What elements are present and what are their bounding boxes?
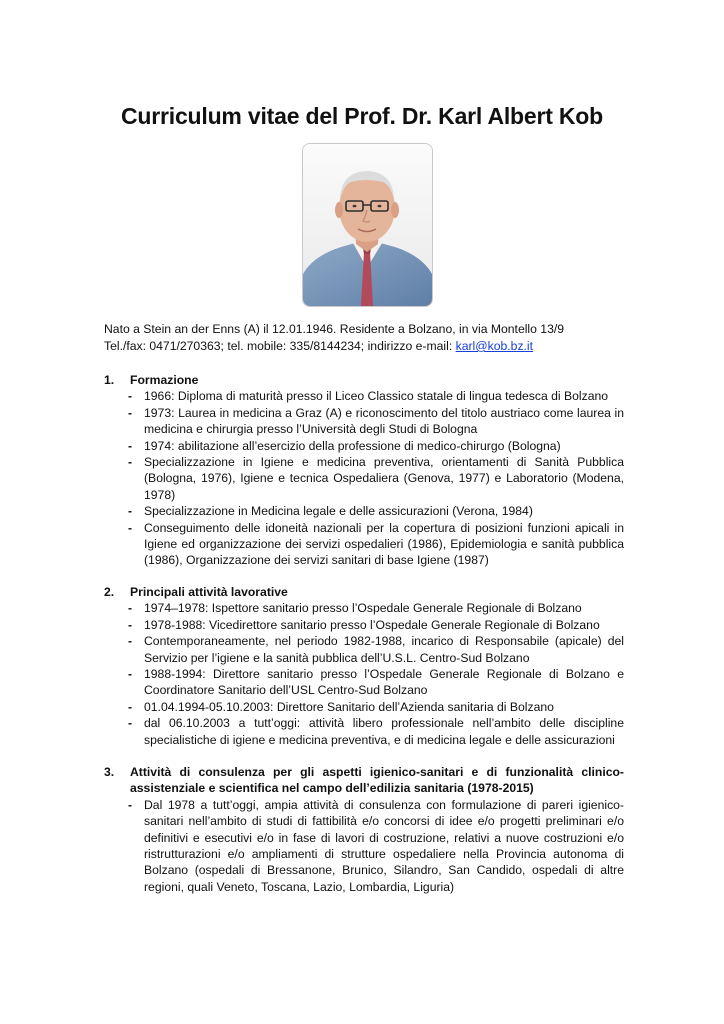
list-item-text: 1974–1978: Ispettore sanitario presso l’Ospedale Generale Regionale di Bolzano (144, 601, 582, 616)
bullet-dash: - (128, 504, 133, 519)
section-list (104, 797, 624, 895)
list-item (104, 715, 624, 748)
list-item (104, 666, 624, 699)
section-title: Principali attività lavorative (130, 585, 288, 599)
portrait-photo-icon (303, 144, 432, 306)
section-number: 2. (104, 585, 115, 599)
bullet-dash: - (128, 699, 133, 714)
list-item (104, 520, 624, 569)
bullet-dash: - (128, 634, 133, 649)
section-list (104, 600, 624, 748)
section-formazione (104, 372, 624, 569)
bullet-dash: - (128, 617, 133, 632)
phone-email-line (104, 338, 624, 355)
list-item (104, 797, 624, 895)
list-item-text: Specializzazione in Igiene e medicina preventiva, orientamenti di Sanità Pubblica (Bologna, 1976), Igiene e tecnica Ospedaliera (Genova, 1977) e Laboratorio (Modena, 1978) (144, 455, 624, 502)
phone-text: Tel./fax: 0471/270363; tel. mobile: 335/8144234; indirizzo e-mail: (104, 339, 456, 353)
list-item-text: Specializzazione in Medicina legale e delle assicurazioni (Verona, 1984) (144, 504, 533, 519)
section-title: Formazione (130, 373, 199, 387)
list-item (104, 388, 624, 404)
list-item (104, 438, 624, 454)
list-item-text: Conseguimento delle idoneità nazionali per la copertura di posizioni funzioni apicali in Igiene ed organizzazione dei servizi ospedalieri (1986), Epidemiologia e sanità pubblica (1986), Organizzazione dei servizi sanitari di base Igiene (1987) (144, 520, 624, 568)
list-item-text: 1966: Diploma di maturità presso il Liceo Classico statale di lingua tedesca di Bolzano (144, 389, 609, 404)
list-item (104, 405, 624, 438)
section-consulenza (104, 764, 624, 895)
bullet-dash: - (128, 797, 133, 812)
list-item-text: 01.04.1994-05.10.2003: Direttore Sanitario dell’Azienda sanitaria di Bolzano (144, 699, 554, 714)
portrait-photo (302, 143, 433, 307)
bullet-dash: - (128, 667, 133, 682)
bullet-dash: - (128, 389, 133, 404)
section-heading (104, 372, 624, 388)
bullet-dash: - (128, 455, 133, 470)
list-item-text: dal 06.10.2003 a tutt’oggi: attività libero professionale nell’ambito delle discipline specialistiche di igiene e medicina preventiva, e di medicina legale e delle assicurazioni (144, 716, 624, 747)
list-item (104, 699, 624, 715)
section-attivita-lavorative (104, 584, 624, 748)
birth-residence-line: Nato a Stein an der Enns (A) il 12.01.1946. Residente a Bolzano, in via Montello 13/9 (104, 322, 565, 336)
bullet-dash: - (128, 520, 133, 535)
list-item (104, 454, 624, 503)
list-item (104, 617, 624, 633)
list-item-text: 1973: Laurea in medicina a Graz (A) e riconoscimento del titolo austriaco come laurea in medicina e chirurgia presso l’Università degli Studi di Bologna (144, 405, 624, 437)
section-heading (104, 584, 624, 600)
section-title: Attività di consulenza per gli aspetti igienico-sanitari e di funzionalità clinico-assistenziale e scientifica nel campo dell’edilizia sanitaria (1978-2015) (130, 765, 624, 796)
page-title: Curriculum vitae del Prof. Dr. Karl Albert Kob (121, 103, 603, 129)
list-item (104, 503, 624, 519)
list-item-text: 1978-1988: Vicedirettore sanitario presso l’Ospedale Generale Regionale di Bolzano (144, 617, 600, 632)
bullet-dash: - (128, 438, 133, 453)
email-link[interactable]: karl@kob.bz.it (455, 339, 534, 353)
list-item (104, 633, 624, 666)
section-number: 3. (104, 765, 115, 779)
section-list (104, 388, 624, 568)
bullet-dash: - (128, 716, 133, 731)
bullet-dash: - (128, 601, 133, 616)
contact-block (104, 321, 624, 355)
list-item (104, 600, 624, 616)
list-item-text: 1974: abilitazione all’esercizio della professione di medico-chirurgo (Bologna) (144, 438, 561, 453)
list-item-text: Dal 1978 a tutt’oggi, ampia attività di consulenza con formulazione di pareri igienico-sanitari nell’ambito di studi di fattibilità e/o concorsi di idee e/o progetti preliminari e/o definitivi e esecutivi e/o in fase di lavori di costruzione, relativi a nuove costruzioni e/o ristrutturazioni e/o ampliamenti di strutture ospedaliere nella Provincia autonoma di Bolzano (ospedali di Bressanone, Brunico, Silandro, San Candido, ospedali di altre regioni, quali Veneto, Toscana, Lazio, Lombardia, Liguria) (144, 797, 624, 894)
section-heading (104, 764, 624, 797)
section-number: 1. (104, 373, 115, 387)
list-item-text: Contemporaneamente, nel periodo 1982-1988, incarico di Responsabile (apicale) del Servizio per l’igiene e la sanità pubblica dell’U.S.L. Centro-Sud Bolzano (144, 634, 624, 665)
list-item-text: 1988-1994: Direttore sanitario presso l’Ospedale Generale Regionale di Bolzano e Coordinatore Sanitario dell’USL Centro-Sud Bolzano (144, 667, 624, 698)
bullet-dash: - (128, 405, 133, 420)
